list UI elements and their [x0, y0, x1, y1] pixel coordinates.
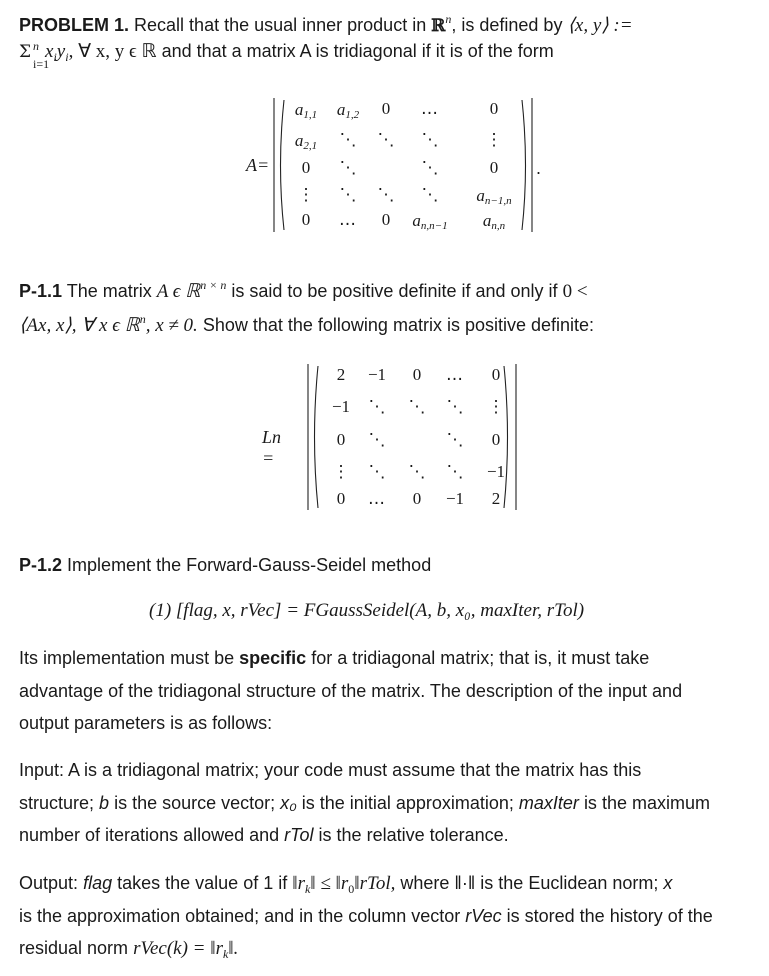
- matrix-l-cell: −1: [331, 397, 351, 416]
- matrix-a-cell: …: [421, 99, 439, 119]
- matrix-a-cell: 0: [301, 210, 311, 229]
- matrix-l-cell: ⋱: [408, 462, 426, 482]
- para2-line-1: Input: A is a tridiagonal matrix; your code must assume that the matrix has this: [19, 760, 642, 780]
- p12-line: P-1.2 Implement the Forward-Gauss-Seidel method: [19, 555, 432, 575]
- matrix-l-cell: 0: [412, 489, 422, 508]
- matrix-a-cell: ⋮: [485, 130, 503, 150]
- matrix-a-cell: 0: [489, 99, 499, 118]
- para3-line-1: Output: flag takes the value of 1 if $‖r_k‖$ ≤ $‖r_0‖rTol$, where ‖·‖ is the Euclidean norm; x: [19, 873, 673, 896]
- matrix-l-cell: ⋱: [446, 397, 464, 417]
- matrix-l-cell: 2: [336, 365, 346, 384]
- matrix-l-cell: 0: [491, 430, 501, 449]
- matrix-a-cell: a1,1: [294, 100, 318, 121]
- para3-line-3: residual norm rVec(k) = $‖r_k‖$.: [19, 938, 239, 961]
- problem-line-2: Σ n i=1 $x_iy_i$, ∀ x, y ϵ ℝ and that a matrix A is tridiagonal if it is of the form: [19, 39, 554, 72]
- matrix-a-end-dot: .: [536, 158, 542, 178]
- matrix-l-cell: −1: [486, 462, 506, 481]
- matrix-l-cell: ⋱: [408, 397, 426, 417]
- matrix-a-cell: 0: [381, 99, 391, 118]
- matrix-l-label: Ln =: [262, 427, 282, 468]
- matrix-l-cell: ⋱: [446, 462, 464, 482]
- p12-label: P-1.2: [19, 555, 63, 575]
- matrix-l-cell: ⋱: [446, 430, 464, 450]
- matrix-a-cell: ⋱: [339, 185, 357, 205]
- matrix-a-cell: ⋱: [421, 130, 439, 150]
- matrix-l-cell: −1: [367, 365, 387, 384]
- matrix-l-cell: ⋮: [332, 462, 350, 482]
- problem-line-1: PROBLEM 1. Recall that the usual inner product in ℝ$^n$, is defined by ⟨x, y⟩ :=: [19, 12, 633, 36]
- para1-line-1: Its implementation must be specific for a tridiagonal matrix; that is, it must take: [19, 648, 650, 668]
- matrix-a-cell: 0: [489, 158, 499, 177]
- p11-line-2: ⟨Ax, x⟩, ∀ x ϵ ℝ$^n$, x ≠ 0. Show that the following matrix is positive definite:: [19, 312, 595, 336]
- para1-line-3: output parameters is as follows:: [19, 713, 273, 733]
- matrix-a-cell: 0: [301, 158, 311, 177]
- matrix-a-cell: an−1,n: [476, 186, 512, 207]
- equation-1: (1) [flag, x, rVec] = FGaussSeidel(A, b, x₀, maxIter, rTol): [149, 600, 585, 621]
- matrix-a-cell: ⋱: [421, 158, 439, 178]
- p11-label: P-1.1: [19, 281, 63, 301]
- matrix-l-cell: 0: [336, 489, 346, 508]
- matrix-a-cell: ⋱: [377, 130, 395, 150]
- para2-line-2: structure; b is the source vector; x₀ is the initial approximation; maxIter is the maximum: [19, 793, 710, 813]
- matrix-l-cell: ⋮: [487, 397, 505, 417]
- problem-heading: PROBLEM 1.: [19, 15, 130, 35]
- matrix-a-cell: ⋱: [339, 130, 357, 150]
- matrix-a-cell: ⋱: [421, 185, 439, 205]
- matrix-l-cell: …: [446, 365, 464, 385]
- para2-line-3: number of iterations allowed and rTol is the relative tolerance.: [19, 825, 509, 845]
- matrix-a-cell: …: [339, 210, 357, 230]
- matrix-a-cell: a1,2: [336, 100, 360, 121]
- summation: Σ n i=1: [19, 39, 50, 72]
- p11-line-1: P-1.1 The matrix A ϵ ℝ$^{n \times n}$ is said to be positive definite if and only if 0 <: [19, 278, 588, 302]
- matrix-l-cell: ⋱: [368, 462, 386, 482]
- matrix-l-cell: 0: [412, 365, 422, 384]
- matrix-a-cell: ⋱: [377, 185, 395, 205]
- matrix-l-cell: 0: [491, 365, 501, 384]
- matrix-a-label: A=: [246, 155, 270, 175]
- matrix-a-cell: 0: [381, 210, 391, 229]
- matrix-a-cell: ⋱: [339, 158, 357, 178]
- matrix-l-cell: 0: [336, 430, 346, 449]
- matrix-l-cell: …: [368, 489, 386, 509]
- matrix-a-cell: an,n: [482, 211, 506, 232]
- matrix-l-cell: ⋱: [368, 397, 386, 417]
- matrix-l-cell: 2: [491, 489, 501, 508]
- matrix-a-cell: an,n−1: [412, 211, 448, 232]
- matrix-l-cell: −1: [445, 489, 465, 508]
- matrix-l-cell: ⋱: [368, 430, 386, 450]
- para1-line-2: advantage of the tridiagonal structure of the matrix. The description of the input and: [19, 681, 683, 701]
- para3-line-2: is the approximation obtained; and in the column vector rVec is stored the history of the: [19, 906, 713, 926]
- matrix-a-cell: a2,1: [294, 131, 318, 152]
- matrix-a-cell: ⋮: [297, 185, 315, 205]
